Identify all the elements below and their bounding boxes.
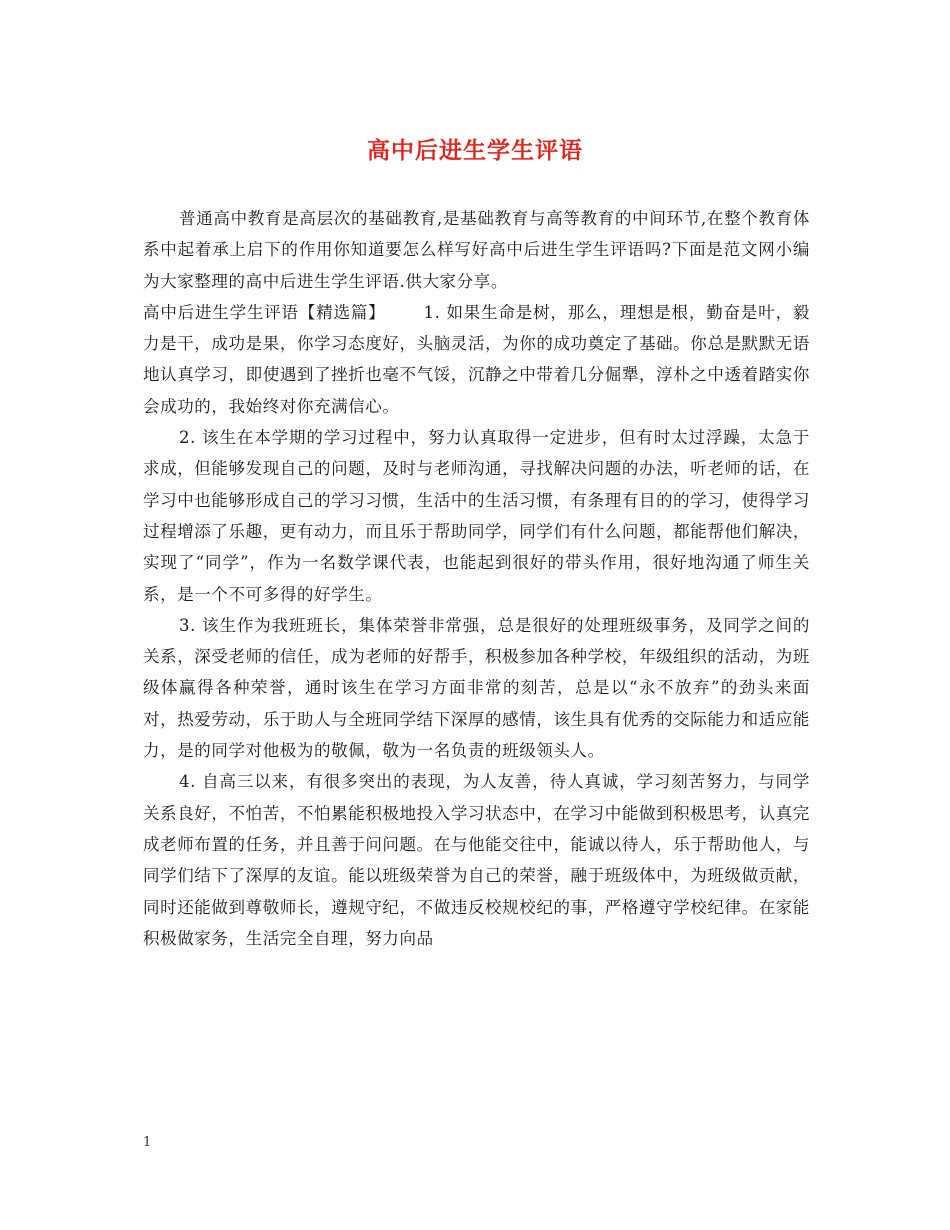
item-2: 2. 该生在本学期的学习过程中，努力认真取得一定进步，但有时太过浮躁，太急于求成，但能够发现自己的问题，及时与老师沟通，寻找解决问题的办法，听老师的话，在学习中也能够形成自己的学习习惯，生活中的生活习惯，有条理有目的的学习，使得学习过程增添了乐趣，更有动力，而且乐于帮助同学，同学们有什么问题，都能帮他们解决，实现了“同学”，作为一名数学课代表，也能起到很好的带头作用，很好地沟通了师生关系，是一个不可多得的好学生。 [143,428,810,604]
item-1: 1. 如果生命是树，那么，理想是根，勤奋是叶，毅力是干，成功是果，你学习态度好，头脑灵活，为你的成功奠定了基础。你总是默默无语地认真学习，即使遇到了挫折也毫不气馁，沉静之中带着几分倔犟，淳朴之中透着踏实你会成功的，我始终对你充满信心。 [143,302,810,416]
document-title: 高中后进生学生评语 [367,137,583,164]
document-body [143,203,810,954]
item-4: 4. 自高三以来，有很多突出的表现，为人友善，待人真诚，学习刻苦努力，与同学关系良好，不怕苦，不怕累能积极地投入学习状态中，在学习中能做到积极思考，认真完成老师布置的任务，并且善于问问题。在与他能交往中，能诚以待人，乐于帮助他人，与同学们结下了深厚的友谊。能以班级荣誉为自己的荣誉，融于班级体中，为班级做贡献，同时还能做到尊敬师长，遵规守纪，不做违反校规校纪的事，严格遵守学校纪律。在家能积极做家务，生活完全自理，努力向品 [143,772,810,948]
intro-paragraph: 普通高中教育是高层次的基础教育,是基础教育与高等教育的中间环节,在整个教育体系中起着承上启下的作用你知道要怎么样写好高中后进生学生评语吗?下面是范文网小编为大家整理的高中后进生学生评语.供大家分享。 [143,209,810,291]
section-heading: 高中后进生学生评语【精选篇】 [143,302,386,322]
item-3: 3. 该生作为我班班长，集体荣誉非常强，总是很好的处理班级事务，及同学之间的关系，深受老师的信任，成为老师的好帮手，积极参加各种学校，年级组织的活动，为班级体赢得各种荣誉，通时该生在学习方面非常的刻苦，总是以“永不放弃”的劲头来面对，热爱劳动，乐于助人与全班同学结下深厚的感情，该生具有优秀的交际能力和适应能力，是的同学对他极为的敬佩，敬为一名负责的班级领头人。 [143,615,810,761]
section-paragraph [143,297,810,422]
page-number: 1 [143,1135,152,1150]
